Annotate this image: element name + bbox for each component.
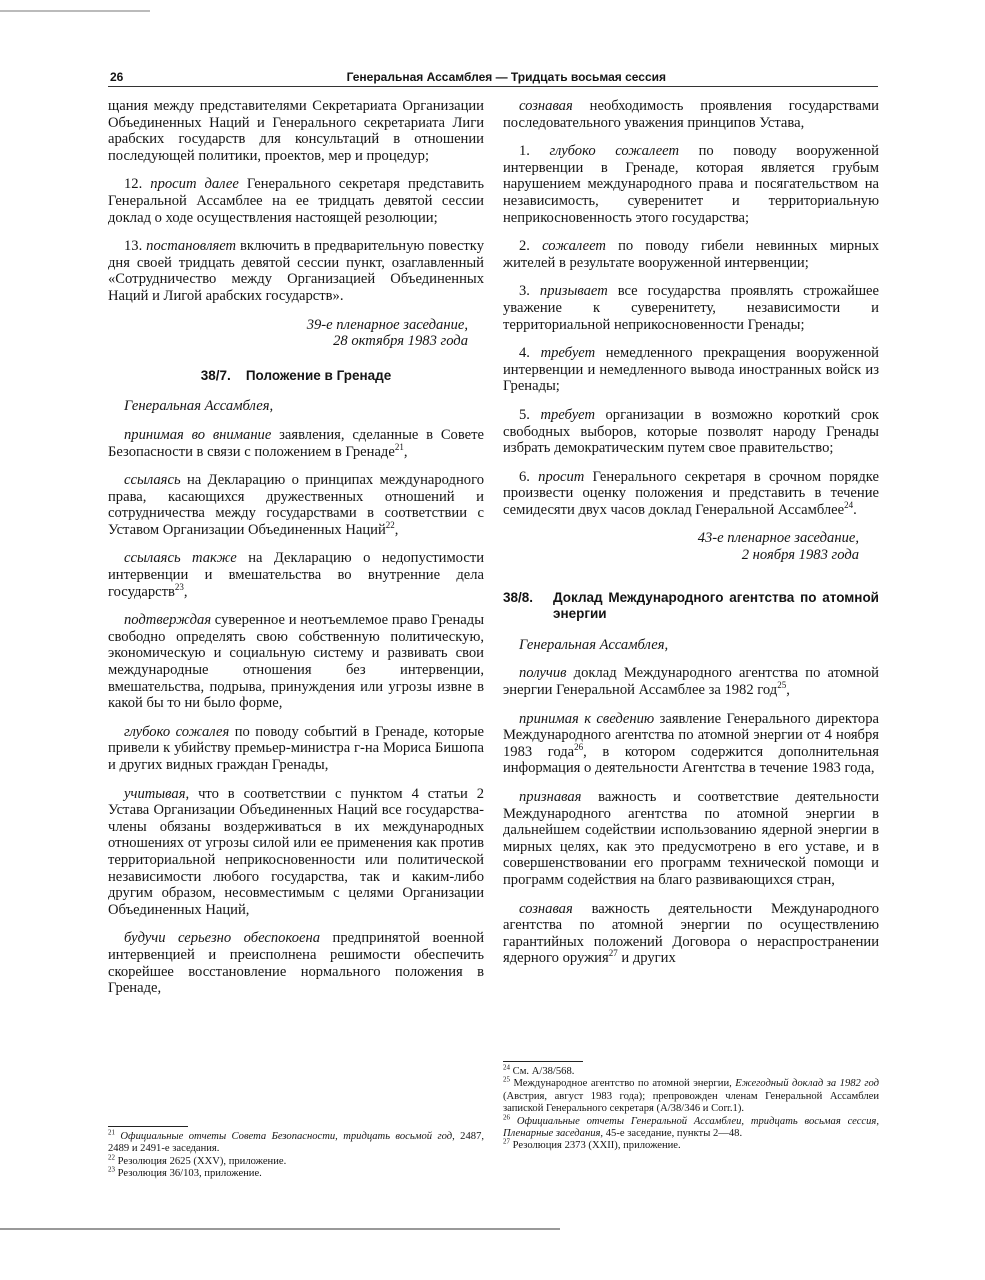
operative-paragraph-5 (503, 407, 879, 457)
paragraph-text: важность и соответствие деятельности Международного агентства по атомной энергии в дальнейшем содействии использованию ядерной энергии в мирных целях, как это предусмотрено в его уставе, и в совершенствовании его программ технической помощи и программ содействия на благо развивающихся стран, (503, 789, 879, 888)
preamble-paragraph (108, 550, 484, 600)
keyword: ссылаясь (124, 472, 181, 489)
footnote-text: Международное агентство по атомной энергии, (513, 1078, 732, 1090)
paragraph-text: , в котором содержится дополнительная информация о деятельности Агентства в течение 1983 года, (503, 743, 879, 777)
running-header (110, 67, 878, 87)
footnote-number: 21 (108, 1128, 115, 1137)
signature-date: 2 ноября 1983 года (741, 547, 859, 564)
footnote-21 (108, 1128, 485, 1156)
right-column (503, 98, 879, 979)
paragraph-text: доклад Международного агентства по атомной энергии Генеральной Ассамблее за 1982 год (503, 665, 879, 699)
header-rule (108, 86, 878, 87)
footnote-text: Резолюция 36/103, приложение. (117, 1168, 262, 1180)
paragraph-number: 5. (519, 406, 530, 423)
paragraph-text: предпринятой военной интервенцией и преисполнена решимости обеспечить скорейшее восстановление нормального положения в Гренаде, (108, 930, 484, 997)
operative-paragraph-2 (503, 238, 879, 271)
footnote-24 (503, 1063, 879, 1078)
footnote-number: 23 (108, 1165, 115, 1174)
footnote-italic: Официальные отчеты Генеральной Ассамблеи, тридцать восьмая сессия, Пленарные заседания, (503, 1115, 879, 1140)
operative-paragraph-3 (503, 283, 879, 333)
paragraph-text: заявления, сделанные в Совете Безопасности в связи с положением в Гренаде (108, 426, 484, 460)
footnote-number: 24 (503, 1063, 510, 1072)
punct: . (853, 501, 857, 518)
meeting-signature-43 (503, 530, 879, 563)
keyword: просит далее (150, 176, 239, 193)
preamble-paragraph (108, 724, 484, 774)
footnote-ref: 25 (777, 680, 787, 691)
operative-paragraph-1 (503, 143, 879, 226)
footnote-ref: 21 (394, 441, 404, 452)
paragraph-text: необходимость проявления государствами последовательного уважения принципов Устава, (503, 98, 879, 131)
paragraph-text: что в соответствии с пунктом 4 статьи 2 Устава Организации Объединенных Наций все государства-члены обязаны воздерживаться в их международных отношениях от угрозы силой или ее применения как против территориальной неприкосновенности или политической независимости любого государства, так и каким-либо другим образом, несовместимым с целями Организации Объединенных Наций, (108, 785, 485, 918)
footnote-text: 2487, 2489 и 2491-е заседания. (108, 1131, 485, 1155)
footnote-23 (108, 1165, 484, 1180)
paragraph-text: на Декларацию о недопустимости интервенции и вмешательства во внутренние дела государств (108, 550, 485, 600)
signature-date: 28 октября 1983 года (333, 333, 468, 350)
operative-paragraph-12 (108, 176, 484, 226)
assembly-lead: Генеральная Ассамблея, (519, 636, 669, 653)
paragraph-text: все государства проявлять строжайшее уважение к суверенитету, независимости и территориальной неприкосновенности Гренады; (503, 283, 880, 333)
preamble-paragraph (108, 786, 484, 919)
preamble-paragraph (108, 427, 484, 460)
keyword: получив (519, 665, 567, 682)
preamble-paragraph (108, 612, 484, 712)
footnote-number: 27 (503, 1137, 510, 1146)
page-number: 26 (110, 70, 124, 84)
section-title: Положение в Гренаде (245, 367, 392, 383)
footnote-ref: 26 (574, 741, 584, 752)
paragraph-text: по поводу событий в Гренаде, которые привели к убийству премьер-министра г-на Мориса Бишопа и других видных граждан Гренады, (108, 723, 485, 773)
preamble-paragraph (108, 472, 484, 538)
punct: , (786, 682, 790, 699)
keyword: требует (540, 406, 596, 423)
operative-paragraph-6 (503, 469, 879, 519)
footnote-22 (108, 1153, 484, 1168)
footnote-number: 22 (108, 1153, 115, 1162)
footnote-text: См. A/38/568. (512, 1066, 575, 1077)
preamble-paragraph (503, 901, 879, 967)
keyword: сожалеет (542, 238, 606, 255)
section-heading-38-7 (108, 368, 484, 385)
signature-line: 43-е пленарное заседание, (697, 530, 859, 547)
footnote-text: Резолюция 2373 (XXII), приложение. (512, 1140, 681, 1152)
footnote-26 (503, 1113, 879, 1141)
paragraph-text: немедленного прекращения вооруженной интервенции и немедленного вывода иностранных войск из Гренады; (503, 345, 879, 395)
paragraph-text: организации в возможно короткий срок свободных выборов, которые позволят народу Гренады избрать демократическим путем свое правительство; (503, 406, 879, 457)
footnote-rule (503, 1061, 583, 1062)
assembly-lead: Генеральная Ассамблея, (124, 398, 274, 415)
operative-paragraph-13 (108, 238, 484, 304)
paragraph-number: 3. (519, 283, 530, 300)
section-heading-38-8 (503, 590, 879, 623)
footnote-25 (503, 1075, 879, 1115)
paragraph-text: включить в предварительную повестку дня своей тридцать девятой сессии пункт, озаглавленный «Сотрудничество между Организацией Объединенных Наций и Лигой арабских государств». (108, 238, 484, 304)
paragraph-number: 4. (519, 345, 530, 362)
paragraph-number: 12. (124, 176, 143, 193)
left-column (108, 98, 484, 1009)
scan-artifact-bottom (0, 1228, 560, 1230)
footnote-number: 26 (503, 1113, 510, 1122)
footnote-27 (503, 1137, 879, 1152)
paragraph-number: 2. (519, 238, 530, 255)
keyword: будучи серьезно обеспокоена (124, 930, 321, 947)
section-number: 38/7. (200, 367, 231, 383)
footnote-ref: 27 (608, 948, 618, 959)
paragraph-text: важность деятельности Международного агентства по атомной энергии по осуществлению гарантийных положений Договора о нераспространении ядерного оружия (503, 900, 879, 967)
footnote-rule (108, 1126, 188, 1127)
keyword: глубоко сожалеет (549, 143, 679, 160)
paragraph-number: 1. (519, 143, 530, 160)
section-number: 38/8. (503, 589, 534, 605)
paragraph-text: по поводу вооруженной интервенции в Гренаде, которая является грубым нарушением международного права и посягательством на независимость, суверенитет и территориальную неприкосновенность этого государства; (503, 143, 879, 226)
footnote-italic: Официальные отчеты Совета Безопасности, тридцать восьмой год, (120, 1131, 455, 1142)
preamble-paragraph (108, 930, 484, 996)
preamble-paragraph (503, 665, 879, 698)
meeting-signature-39 (108, 317, 484, 350)
keyword: сознавая (519, 900, 573, 917)
signature-line: 39-е пленарное заседание, (306, 316, 468, 333)
keyword: подтверждая (124, 612, 212, 629)
footnote-ref: 24 (844, 500, 854, 511)
footnote-text: 45-е заседание, пункты 2—48. (605, 1128, 743, 1140)
right-footnotes (503, 1055, 879, 1153)
left-footnotes (108, 1120, 484, 1181)
punct: , (183, 583, 188, 600)
keyword: учитывая, (124, 785, 190, 802)
keyword: принимая к сведению (519, 710, 655, 727)
operative-paragraph-4 (503, 345, 879, 395)
running-title: Генеральная Ассамблея — Тридцать восьмая сессия (346, 70, 666, 84)
paragraph-number: 6. (519, 468, 530, 485)
keyword: признавая (519, 789, 582, 805)
preamble-paragraph (503, 711, 879, 777)
footnote-ref: 23 (174, 581, 184, 592)
preamble-paragraph (503, 98, 879, 131)
punct: , (403, 443, 408, 460)
keyword: требует (540, 345, 596, 362)
footnote-italic: Ежегодный доклад за 1982 год (735, 1078, 879, 1090)
footnote-text: Резолюция 2625 (XXV), приложение. (117, 1155, 287, 1167)
footnote-text: (Австрия, август 1983 года); препровожден членам Генеральной Ассамблеи запиской Генерального секретаря (A/38/346 и Corr.1). (503, 1090, 879, 1115)
keyword: ссылаясь также (124, 550, 237, 567)
paragraph-number: 13. (124, 238, 143, 255)
footnote-number: 25 (503, 1075, 510, 1084)
paragraph-text: и других (621, 950, 676, 967)
keyword: глубоко сожалея (124, 723, 230, 740)
paragraph-text: по поводу гибели невинных мирных жителей в результате вооруженной интервенции; (503, 238, 879, 271)
paragraph-text: Генерального секретаря представить Генеральной Ассамблее на ее тридцать девятой сессии доклад о ходе осуществления настоящей резолюции; (108, 176, 485, 226)
scan-artifact-top (0, 10, 150, 12)
keyword: сознавая (519, 98, 573, 114)
paragraph-text: суверенное и неотъемлемое право Гренады свободно определять свою собственную политическую, экономическую и социальную систему и развивать свои международные отношения без интервенции, вмешательства, подрыва, принуждения или угрозы извне в какой бы то ни было форме, (108, 612, 484, 712)
footnote-ref: 22 (385, 520, 395, 531)
keyword: просит (538, 468, 585, 485)
keyword: принимая во внимание (124, 426, 272, 443)
section-title: Доклад Международного агентства по атомной энергии (553, 589, 879, 622)
preamble-paragraph (503, 789, 879, 889)
paragraph-text: Генерального секретаря в срочном порядке произвести оценку положения и представить в течение семидесяти двух часов доклад Генеральной Ассамблее (503, 468, 879, 518)
paragraph-text: заявление Генерального директора Международного агентства по атомной энергии от 4 ноября 1983 года (503, 710, 879, 760)
paragraph-text: на Декларацию о принципах международного права, касающихся дружественных отношений и сотрудничества между государствами в соответствии с Уставом Организации Объединенных Наций (108, 472, 484, 538)
keyword: постановляет (146, 238, 237, 255)
paragraph-continuation: щания между представителями Секретариата Организации Объединенных Наций и Генерального секретариата Лиги арабских государств для консультаций в отношении последующей политики, проектов, мер и процедур; (108, 98, 484, 164)
keyword: призывает (539, 283, 608, 300)
punct: , (394, 521, 399, 538)
